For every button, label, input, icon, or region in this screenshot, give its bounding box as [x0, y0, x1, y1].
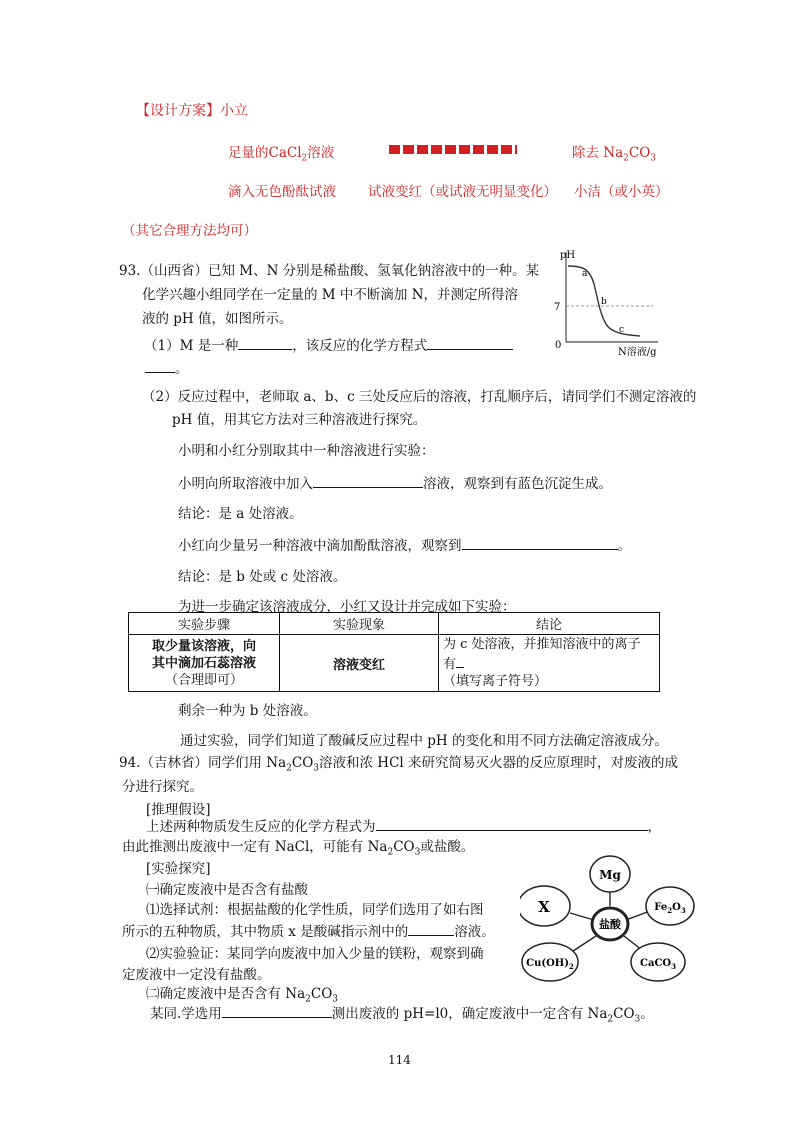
experiment-table [128, 612, 660, 692]
blank-equation-cont[interactable] [145, 358, 175, 373]
q93-part2-line2: pH 值，用其它方法对三种溶液进行探究。 [172, 412, 427, 428]
y-label: pH [560, 250, 576, 261]
cu-text: Cu(OH) [526, 958, 569, 969]
concl-line1: 为 c 处溶液，并推知溶液中的离子 [443, 637, 641, 652]
q94-l1-a: 94.（吉林省）同学们用 Na [119, 755, 287, 771]
purpose-mid: CO [628, 145, 651, 161]
table-header: 实验步骤 [129, 613, 280, 635]
blank-q94-equation[interactable] [376, 816, 648, 831]
q94-heading-explore: [实验探究] [146, 861, 211, 877]
q94-heading-hypothesis: [推理假设] [146, 802, 211, 818]
design-note: （其它合理方法均可） [122, 223, 257, 239]
label-hcl: 盐酸 [599, 918, 621, 931]
concl-line2 [443, 653, 655, 673]
table-header: 结论 [439, 613, 660, 635]
q94-sub2-b: CO [310, 986, 333, 1002]
point-c-label: c [619, 325, 625, 335]
design-row2-person: 小洁（或小英） [574, 184, 669, 200]
q93-s2 [178, 472, 612, 492]
q94-l9-sub3: 3 [634, 1014, 641, 1025]
table-cell-conclusion [439, 635, 660, 692]
reagent-tail: 溶液 [307, 145, 335, 161]
redacted-bar [389, 145, 517, 154]
link-cuoh2 [570, 936, 596, 953]
concl-line3: （填写离子符号） [443, 674, 548, 689]
fe-sub1: 2 [667, 906, 673, 915]
q94-sub2-s3: 3 [332, 994, 339, 1005]
q94-l9-sub2: 2 [607, 1014, 614, 1025]
q93-line3: 液的 pH 值，如图所示。 [142, 311, 293, 327]
design-row2-phenomenon: 试液变红（或试液无明显变化） [368, 184, 557, 200]
blank-equation[interactable] [427, 335, 513, 350]
point-a-label: a [582, 269, 588, 279]
q94-l6-b: 溶液。 [454, 924, 495, 940]
q94-line2: 分进行探究。 [122, 779, 203, 795]
table-row [129, 635, 660, 692]
part1-text-b: ，该反应的化学方程式 [292, 338, 428, 354]
design-heading: 【设计方案】小立 [136, 103, 248, 119]
q94-line5: ⑴选择试剂：根据盐酸的化学性质，同学们选用了如右图 [146, 902, 484, 918]
q94-line7: ⑵实验验证：某同学向废液中加入少量的镁粉，观察到确 [146, 946, 484, 962]
purpose-sub1: 2 [623, 153, 629, 164]
q94-sub1: ㈠确定废液中是否含有盐酸 [146, 882, 308, 898]
q94-l9-a: 某同.学选用 [150, 1006, 222, 1022]
fe-text: Fe [654, 902, 668, 913]
part1-end: 。 [175, 361, 189, 377]
blank-ions[interactable] [456, 653, 464, 668]
q94-l4-a: 由此推测出废液中一定有 NaCl，可能有 Na [122, 839, 388, 855]
acid-properties-diagram [520, 848, 700, 988]
q93-part2-line1: （2）反应过程中，老师取 a、b、c 三处反应后的溶液，打乱顺序后，请同学们不测定溶液的 [142, 389, 697, 405]
blank-ph-tool[interactable] [222, 1003, 332, 1018]
design-row2-reagent: 滴入无色酚酞试液 [228, 184, 336, 200]
q94-sub2-a: ㈡确定废液中是否含有 Na [146, 986, 306, 1002]
q94-l1-sub3: 3 [313, 763, 319, 774]
table-cell-phenomenon: 溶液变红 [280, 635, 439, 692]
q94-l3-b: ， [647, 819, 661, 835]
q94-l1-b: CO [291, 755, 314, 771]
q93-part1 [144, 334, 513, 354]
table-cell-step [129, 635, 280, 692]
q93-s6: 为进一步确定该溶液成分，小红又设计并完成如下实验： [178, 599, 516, 615]
blank-reagent[interactable] [313, 473, 423, 488]
q94-l6-a: 所示的五种物质，其中物质 x 是酸碱指示剂中的 [122, 924, 409, 940]
q93-s5: 结论：是 b 处或 c 处溶液。 [178, 569, 347, 585]
q94-sub2-s2: 2 [305, 994, 311, 1005]
label-x: X [538, 898, 550, 916]
q94-l4-c: 或盐酸。 [420, 839, 475, 855]
page-number: 114 [388, 1053, 411, 1067]
q93-s3: 结论：是 a 处溶液。 [178, 506, 303, 522]
x-label: N溶液/g [618, 347, 657, 358]
label-mg: Mg [599, 868, 621, 882]
q93-s1: 小明和小红分别取其中一种溶液进行实验： [178, 443, 435, 459]
q94-l4-sub2: 2 [387, 847, 394, 858]
q94-l9-b: 测出废液的 pH=l0，确定废液中一定含有 Na [331, 1006, 608, 1022]
q93-part1-end [145, 357, 189, 377]
q93-s4 [178, 534, 631, 554]
step-line3: （合理即可） [164, 672, 243, 688]
s2-text-b: 溶液，观察到有蓝色沉淀生成。 [423, 476, 612, 492]
origin-label: 0 [555, 340, 562, 351]
q94-l1-sub2: 2 [286, 763, 292, 774]
design-row1-purpose [572, 141, 656, 164]
concl-line2-text: 有 [443, 657, 457, 672]
purpose-sub2: 3 [650, 153, 657, 164]
q94-l3-a: 上述两种物质发生反应的化学方程式为 [146, 819, 376, 835]
link-x [570, 913, 594, 920]
q93-s7: 剩余一种为 b 处溶液。 [178, 703, 317, 719]
design-row1-reagent [228, 141, 334, 164]
ca-sub: 3 [671, 962, 676, 971]
step-line1: 取少量该溶液，向 [151, 638, 256, 654]
q94-line9 [150, 1002, 654, 1025]
q94-l4-sub3: 3 [414, 847, 421, 858]
q93-line2: 化学兴趣小组同学在一定量的 M 中不断滴加 N，并测定所得溶 [142, 287, 519, 303]
q94-line6 [122, 920, 495, 940]
cu-sub: 2 [568, 962, 574, 971]
point-b-label: b [601, 297, 607, 307]
part1-text-a: （1）M 是一种 [144, 338, 239, 354]
table-header: 实验现象 [280, 613, 439, 635]
q94-line8: 定废液中一定没有盐酸。 [122, 967, 271, 983]
reagent-sub: 2 [301, 153, 308, 164]
q94-l9-c: CO [613, 1006, 635, 1022]
link-fe2o3 [626, 911, 650, 920]
s4-text-b: 。 [617, 538, 631, 554]
blank-observation[interactable] [462, 535, 618, 550]
fe-sub2: 3 [680, 906, 686, 915]
step-line2: 其中滴加石蕊溶液 [151, 655, 256, 671]
table-header-row [129, 613, 660, 635]
blank-indicator[interactable] [408, 921, 454, 936]
reagent-text: 足量的CaCl [228, 145, 302, 161]
s2-text-a: 小明向所取溶液中加入 [178, 476, 313, 492]
tick-7: 7 [554, 302, 561, 313]
q94-line1 [119, 751, 678, 774]
s4-text-a: 小红向少量另一种溶液中滴加酚酞溶液，观察到 [178, 538, 462, 554]
ph-graph [548, 244, 670, 359]
q94-l1-c: 溶液和浓 HCl 来研究简易灭火器的反应原理时，对废液的成 [319, 755, 679, 771]
fe-o: O [672, 902, 681, 913]
q93-line1: 93.（山西省）已知 M、N 分别是稀盐酸、氢氧化钠溶液中的一种。某 [119, 263, 540, 279]
purpose-pre: 除去 Na [572, 145, 624, 161]
blank-m-type[interactable] [238, 335, 292, 350]
ca-text: CaCO [640, 958, 672, 969]
q94-l9-d: 。 [640, 1006, 654, 1022]
q94-line4 [122, 835, 474, 858]
q94-line3 [146, 815, 661, 835]
q93-s8: 通过实验，同学们知道了酸碱反应过程中 pH 的变化和用不同方法确定溶液成分。 [180, 733, 668, 749]
q94-l4-b: CO [393, 839, 415, 855]
